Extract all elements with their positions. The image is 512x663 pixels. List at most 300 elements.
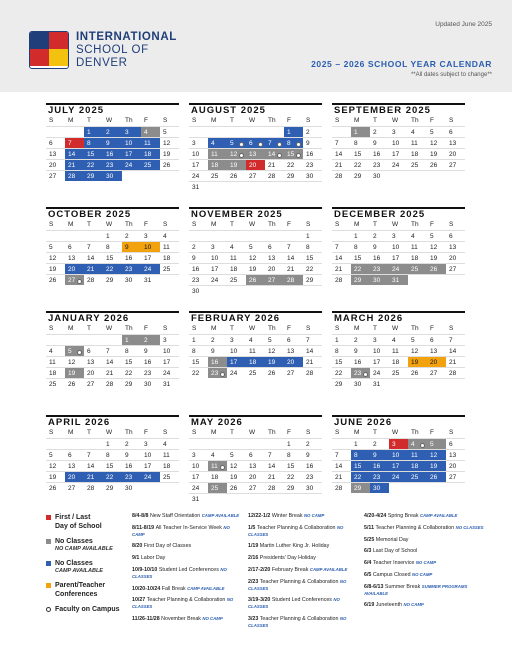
- day-cell: 24: [389, 471, 408, 482]
- day-cell: 10: [122, 137, 141, 148]
- day-cell: 6: [84, 345, 103, 356]
- day-cell: 13: [65, 252, 84, 263]
- week-row: [189, 148, 322, 159]
- day-cell: 24: [370, 367, 389, 378]
- day-cell: 28: [265, 170, 284, 181]
- day-cell: 13: [246, 460, 265, 471]
- day-cell: [227, 493, 246, 504]
- day-cell: 26: [160, 159, 179, 170]
- month-title: SEPTEMBER 2025: [332, 103, 465, 115]
- day-cell: 24: [141, 471, 160, 482]
- day-cell: [332, 438, 351, 449]
- day-cell: [246, 493, 265, 504]
- weekday-label: W: [106, 221, 113, 228]
- week-row: [46, 334, 179, 345]
- week-row: [46, 367, 179, 378]
- day-cell: 5: [227, 137, 246, 148]
- event-title: Teacher Planning & Collaboration: [256, 524, 337, 531]
- event-item: [364, 537, 484, 544]
- day-cell: 28: [284, 274, 303, 285]
- day-cell: 9: [303, 137, 322, 148]
- day-cell: [208, 285, 227, 296]
- day-cell: 14: [103, 356, 122, 367]
- day-cell: 6: [65, 241, 84, 252]
- day-cell: 11: [408, 449, 427, 460]
- day-cell: 26: [427, 471, 446, 482]
- school-logo-icon: [29, 31, 69, 69]
- day-cell: 16: [141, 356, 160, 367]
- day-cell: 14: [265, 148, 284, 159]
- day-cell: 1: [103, 438, 122, 449]
- day-cell: 19: [65, 367, 84, 378]
- day-cell: [446, 378, 465, 389]
- day-cell: 12: [408, 345, 427, 356]
- event-item: [364, 548, 484, 555]
- day-cell: 13: [284, 345, 303, 356]
- day-cell: 15: [351, 148, 370, 159]
- day-cell: 10: [389, 241, 408, 252]
- day-cell: 27: [284, 367, 303, 378]
- day-cell: [332, 126, 351, 137]
- day-cell: 9: [351, 345, 370, 356]
- weekday-label: S: [306, 429, 311, 436]
- day-cell: 29: [351, 170, 370, 181]
- event-note: NO CLASSES: [248, 578, 347, 591]
- day-cell: 22: [103, 263, 122, 274]
- week-row: [46, 378, 179, 389]
- day-cell: [427, 170, 446, 181]
- event-date: 5/25: [364, 536, 376, 543]
- month-title: DECEMBER 2025: [332, 207, 465, 219]
- day-cell: [84, 230, 103, 241]
- day-cell: [265, 126, 284, 137]
- day-cell: 23: [370, 471, 389, 482]
- day-cell: 23: [351, 367, 370, 378]
- day-cell: 3: [389, 230, 408, 241]
- event-title: Teacher Planning & Collaboration: [375, 524, 456, 531]
- event-title: Labor Day: [140, 555, 166, 562]
- week-row: [46, 460, 179, 471]
- day-cell: 11: [246, 345, 265, 356]
- day-cell: 30: [103, 170, 122, 181]
- day-cell: 6: [446, 230, 465, 241]
- event-item: [248, 513, 358, 520]
- day-cell: 24: [160, 367, 179, 378]
- event-title: All Teacher In-Service Week: [155, 524, 224, 531]
- day-cell: 27: [65, 274, 84, 285]
- day-cell: 14: [65, 148, 84, 159]
- day-cell: 7: [84, 449, 103, 460]
- day-cell: [65, 230, 84, 241]
- day-cell: 15: [284, 460, 303, 471]
- day-cell: 21: [84, 263, 103, 274]
- day-cell: [389, 170, 408, 181]
- day-cell: 21: [265, 471, 284, 482]
- event-date: 10/9-10/10: [132, 566, 159, 573]
- event-title: Teacher Planning & Collaboration: [146, 597, 227, 604]
- day-cell: [265, 285, 284, 296]
- legend-label: Conferences: [55, 591, 98, 598]
- month-title: JUNE 2026: [332, 415, 465, 427]
- event-date: 2/23: [248, 578, 260, 585]
- day-cell: 8: [351, 449, 370, 460]
- day-cell: 15: [103, 460, 122, 471]
- legend-swatch: [46, 583, 51, 588]
- week-row: [189, 274, 322, 285]
- day-cell: 9: [303, 449, 322, 460]
- day-cell: 14: [446, 345, 465, 356]
- day-cell: 4: [246, 334, 265, 345]
- event-item: [132, 597, 242, 611]
- event-item: [248, 525, 358, 539]
- weekday-header: [332, 115, 465, 126]
- day-cell: 8: [103, 241, 122, 252]
- day-cell: [208, 230, 227, 241]
- day-cell: 25: [408, 159, 427, 170]
- day-cell: 2: [303, 438, 322, 449]
- day-cell: 24: [389, 263, 408, 274]
- weekday-header: [189, 115, 322, 126]
- day-cell: 31: [160, 378, 179, 389]
- day-cell: 20: [446, 252, 465, 263]
- day-cell: 7: [103, 345, 122, 356]
- day-cell: [160, 482, 179, 493]
- weekday-label: F: [144, 221, 148, 228]
- day-cell: [208, 181, 227, 192]
- day-cell: 2: [103, 126, 122, 137]
- day-cell: 10: [389, 137, 408, 148]
- day-cell: 7: [284, 241, 303, 252]
- day-cell: 11: [408, 241, 427, 252]
- day-cell: 2: [370, 230, 389, 241]
- subject-to-change-note: **All dates subject to change**: [410, 72, 492, 78]
- event-title: Martin Luther King Jr. Holiday: [259, 543, 330, 550]
- week-row: [189, 449, 322, 460]
- legend-item: [46, 513, 126, 531]
- weekday-header: [189, 219, 322, 230]
- day-cell: 23: [303, 471, 322, 482]
- event-item: [132, 555, 242, 562]
- day-cell: 22: [284, 471, 303, 482]
- weekday-label: M: [68, 221, 74, 228]
- day-cell: 7: [332, 241, 351, 252]
- day-cell: 13: [446, 241, 465, 252]
- day-cell: 30: [303, 482, 322, 493]
- day-cell: [265, 230, 284, 241]
- day-cell: 22: [84, 159, 103, 170]
- day-cell: 30: [370, 170, 389, 181]
- day-cell: 11: [208, 460, 227, 471]
- day-cell: 6: [446, 438, 465, 449]
- day-cell: 28: [103, 378, 122, 389]
- day-cell: 3: [389, 126, 408, 137]
- weekday-label: W: [249, 117, 256, 124]
- day-cell: 24: [189, 170, 208, 181]
- day-cell: 7: [332, 137, 351, 148]
- day-cell: 11: [227, 252, 246, 263]
- day-cell: 11: [141, 137, 160, 148]
- event-item: [132, 586, 242, 593]
- month-calendar: [332, 415, 465, 493]
- month-title: JANUARY 2026: [46, 311, 179, 323]
- weekday-label: Th: [268, 117, 276, 124]
- day-cell: 21: [65, 159, 84, 170]
- week-row: [46, 345, 179, 356]
- day-cell: 28: [84, 274, 103, 285]
- weekday-label: S: [192, 325, 197, 332]
- day-cell: 17: [389, 148, 408, 159]
- day-cell: [303, 285, 322, 296]
- legend-swatch: [46, 539, 51, 544]
- day-cell: [446, 170, 465, 181]
- day-cell: [46, 126, 65, 137]
- week-row: [189, 471, 322, 482]
- day-cell: 14: [84, 252, 103, 263]
- month-title: AUGUST 2025: [189, 103, 322, 115]
- legend-label: No Classes: [55, 560, 93, 567]
- event-note: SUMMER PROGRAMS AVAILABLE: [364, 583, 468, 596]
- event-item: [248, 543, 358, 550]
- month-calendar: [189, 415, 322, 504]
- day-cell: [84, 334, 103, 345]
- day-cell: 20: [446, 460, 465, 471]
- day-cell: [246, 230, 265, 241]
- event-date: 12/22-1/2: [248, 513, 272, 519]
- event-note: CAMP AVAILABLE: [187, 585, 225, 591]
- weekday-label: M: [354, 221, 360, 228]
- event-date: 8/4-8/8: [132, 513, 150, 519]
- event-item: [248, 616, 358, 630]
- day-cell: 21: [332, 263, 351, 274]
- day-cell: 20: [246, 471, 265, 482]
- day-cell: 2: [370, 438, 389, 449]
- day-cell: 19: [427, 252, 446, 263]
- day-cell: 26: [408, 367, 427, 378]
- day-cell: 6: [246, 449, 265, 460]
- week-row: [332, 449, 465, 460]
- week-row: [332, 471, 465, 482]
- day-cell: [246, 126, 265, 137]
- day-cell: 10: [141, 449, 160, 460]
- day-cell: 10: [389, 449, 408, 460]
- day-cell: 17: [389, 252, 408, 263]
- event-note: NO CLASSES: [132, 597, 234, 610]
- day-cell: 26: [46, 274, 65, 285]
- legend-label: Parent/Teacher: [55, 582, 106, 589]
- month-calendar: [332, 103, 465, 181]
- day-cell: 16: [303, 148, 322, 159]
- month-calendar: [46, 311, 179, 389]
- day-cell: 14: [284, 252, 303, 263]
- day-cell: 12: [227, 460, 246, 471]
- day-cell: 1: [351, 126, 370, 137]
- event-item: [364, 525, 484, 532]
- day-cell: 4: [227, 241, 246, 252]
- weekday-label: S: [163, 221, 168, 228]
- weekday-label: S: [163, 429, 168, 436]
- month-title: FEBRUARY 2026: [189, 311, 322, 323]
- day-cell: 20: [65, 263, 84, 274]
- weekday-label: T: [230, 429, 234, 436]
- day-cell: [84, 438, 103, 449]
- day-cell: 13: [446, 449, 465, 460]
- day-cell: 4: [408, 126, 427, 137]
- day-cell: 1: [351, 230, 370, 241]
- month-calendar: [189, 103, 322, 192]
- week-row: [332, 460, 465, 471]
- day-cell: 19: [265, 356, 284, 367]
- day-cell: 3: [370, 334, 389, 345]
- week-row: [332, 137, 465, 148]
- day-cell: 1: [84, 126, 103, 137]
- day-cell: [332, 230, 351, 241]
- weekday-label: S: [163, 117, 168, 124]
- day-cell: 3: [141, 438, 160, 449]
- week-row: [46, 159, 179, 170]
- event-note: NO CLASSES: [248, 597, 340, 610]
- week-row: [189, 181, 322, 192]
- event-date: 2/16: [248, 555, 260, 562]
- day-cell: [227, 285, 246, 296]
- weekday-label: W: [392, 325, 399, 332]
- day-cell: 18: [160, 252, 179, 263]
- day-cell: [303, 181, 322, 192]
- day-cell: 21: [332, 471, 351, 482]
- event-note: CAMP AVAILABLE: [201, 513, 240, 518]
- day-cell: 9: [208, 345, 227, 356]
- day-cell: 1: [122, 334, 141, 345]
- day-cell: 19: [227, 159, 246, 170]
- day-cell: 25: [389, 367, 408, 378]
- day-cell: 14: [332, 460, 351, 471]
- weekday-label: S: [192, 117, 197, 124]
- day-cell: 8: [332, 345, 351, 356]
- event-item: [132, 513, 242, 520]
- day-cell: [227, 126, 246, 137]
- event-note: NO CAMP: [132, 524, 230, 537]
- day-cell: 30: [303, 170, 322, 181]
- legend-label: Faculty on Campus: [55, 606, 120, 613]
- day-cell: 13: [46, 148, 65, 159]
- day-cell: 31: [389, 274, 408, 285]
- month-calendar: [46, 415, 179, 493]
- day-cell: 19: [408, 356, 427, 367]
- day-cell: 27: [446, 159, 465, 170]
- day-cell: 1: [103, 230, 122, 241]
- day-cell: 19: [160, 148, 179, 159]
- week-row: [332, 126, 465, 137]
- day-cell: 5: [427, 230, 446, 241]
- weekday-header: [332, 323, 465, 334]
- day-cell: 26: [427, 159, 446, 170]
- day-cell: 27: [65, 482, 84, 493]
- day-cell: [265, 493, 284, 504]
- day-cell: 31: [141, 274, 160, 285]
- event-note: NO CLASSES: [455, 524, 484, 530]
- day-cell: 4: [208, 449, 227, 460]
- day-cell: 15: [284, 148, 303, 159]
- weekday-label: S: [49, 117, 54, 124]
- month-calendar: [46, 103, 179, 181]
- day-cell: 8: [103, 449, 122, 460]
- day-cell: 15: [332, 356, 351, 367]
- day-cell: 24: [189, 482, 208, 493]
- weekday-label: F: [287, 325, 291, 332]
- weekday-label: T: [230, 325, 234, 332]
- month-title: JULY 2025: [46, 103, 179, 115]
- week-row: [332, 170, 465, 181]
- day-cell: 9: [122, 241, 141, 252]
- week-row: [46, 356, 179, 367]
- day-cell: [65, 334, 84, 345]
- day-cell: 29: [303, 274, 322, 285]
- week-row: [189, 137, 322, 148]
- day-cell: 19: [46, 263, 65, 274]
- weekday-label: T: [87, 117, 91, 124]
- day-cell: 22: [189, 367, 208, 378]
- day-cell: 26: [65, 378, 84, 389]
- day-cell: 2: [303, 126, 322, 137]
- day-cell: [160, 170, 179, 181]
- day-cell: 18: [408, 460, 427, 471]
- event-title: Student Led Conferences: [271, 597, 334, 604]
- day-cell: 17: [141, 252, 160, 263]
- day-cell: [122, 170, 141, 181]
- day-cell: 14: [332, 148, 351, 159]
- day-cell: [103, 334, 122, 345]
- weekday-label: F: [287, 221, 291, 228]
- day-cell: 26: [246, 274, 265, 285]
- day-cell: [303, 493, 322, 504]
- day-cell: 9: [141, 345, 160, 356]
- day-cell: 17: [189, 471, 208, 482]
- event-title: Fall Break: [161, 585, 188, 592]
- faculty-circle-icon: [46, 607, 51, 612]
- day-cell: 3: [389, 438, 408, 449]
- day-cell: 16: [103, 148, 122, 159]
- day-cell: 11: [208, 148, 227, 159]
- day-cell: 12: [246, 252, 265, 263]
- week-row: [189, 241, 322, 252]
- day-cell: 5: [160, 126, 179, 137]
- week-row: [46, 438, 179, 449]
- day-cell: 6: [446, 126, 465, 137]
- weekday-label: S: [335, 325, 340, 332]
- weekday-header: [46, 219, 179, 230]
- day-cell: 27: [446, 263, 465, 274]
- event-item: [132, 543, 242, 550]
- event-item: [364, 584, 484, 598]
- school-name: INTERNATIONAL SCHOOL OF DENVER: [76, 31, 177, 69]
- day-cell: 18: [46, 367, 65, 378]
- weekday-header: [46, 427, 179, 438]
- month-calendar: [189, 207, 322, 296]
- day-cell: 23: [141, 367, 160, 378]
- weekday-label: W: [249, 429, 256, 436]
- week-row: [332, 482, 465, 493]
- day-cell: 9: [370, 137, 389, 148]
- event-item: [364, 560, 484, 567]
- event-date: 6/8-6/13: [364, 583, 385, 590]
- day-cell: [427, 482, 446, 493]
- month-calendar: [46, 207, 179, 285]
- weekday-label: S: [49, 325, 54, 332]
- weekday-label: M: [211, 117, 217, 124]
- day-cell: 27: [427, 367, 446, 378]
- day-cell: 28: [332, 482, 351, 493]
- day-cell: 11: [160, 449, 179, 460]
- legend-sublabel: CAMP AVAILABLE: [55, 568, 103, 574]
